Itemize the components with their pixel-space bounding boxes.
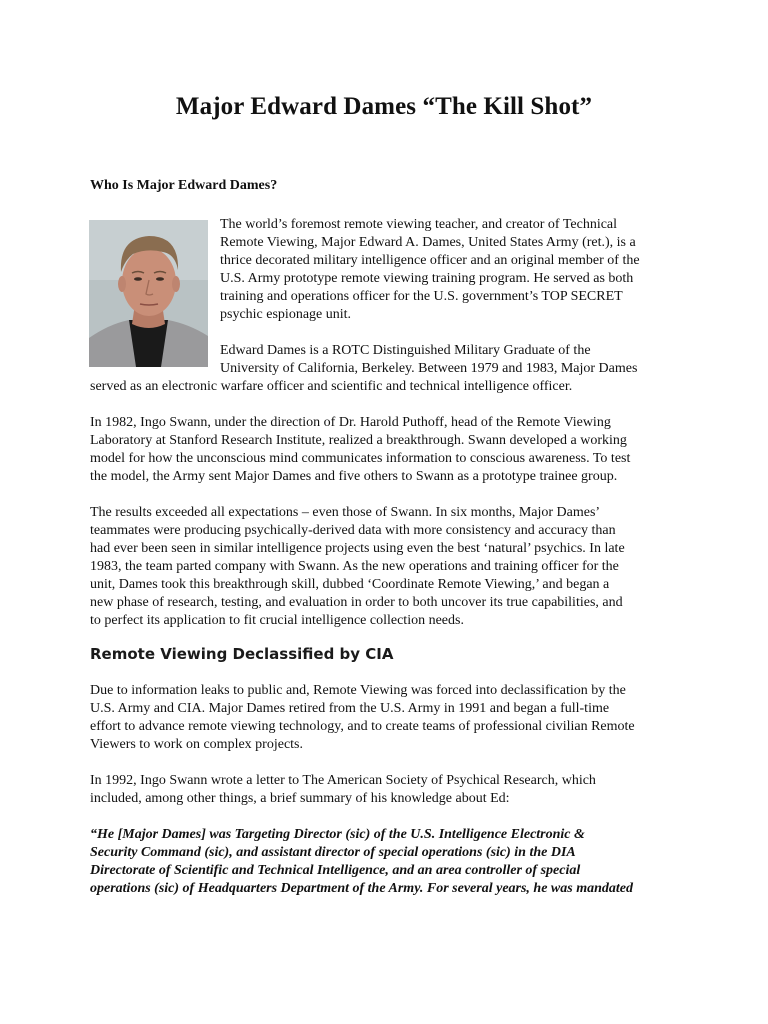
text-line: Laboratory at Stanford Research Institute, realized a breakthrough. Swann developed a working: [90, 433, 627, 448]
history-paragraph: [90, 414, 690, 486]
text-line: Due to information leaks to public and, Remote Viewing was forced into declassification by the: [90, 683, 626, 698]
results-paragraph: [90, 504, 690, 630]
text-line: psychic espionage unit.: [220, 307, 352, 322]
quote-line: Directorate of Scientific and Technical Intelligence, and an area controller of special: [90, 863, 581, 878]
subheading: Remote Viewing Declassified by CIA: [90, 645, 394, 663]
text-line: The results exceeded all expectations – even those of Swann. In six months, Major Dames’: [90, 505, 601, 520]
section-heading: Who Is Major Edward Dames?: [90, 178, 278, 193]
text-line: Remote Viewing, Major Edward A. Dames, United States Army (ret.), is a: [220, 235, 636, 250]
text-line: In 1992, Ingo Swann wrote a letter to The American Society of Psychical Research, which: [90, 773, 596, 788]
text-line: Viewers to work on complex projects.: [90, 737, 303, 752]
quote-line: Security Command (sic), and assistant director of special operations (sic) in the DIA: [90, 845, 576, 860]
text-line: included, among other things, a brief summary of his knowledge about Ed:: [90, 791, 510, 806]
letter-paragraph: [90, 772, 690, 808]
text-line: Edward Dames is a ROTC Distinguished Military Graduate of the: [220, 343, 591, 358]
declassification-paragraph: [90, 682, 690, 754]
quote-line: “He [Major Dames] was Targeting Director (sic) of the U.S. Intelligence Electronic &: [90, 827, 585, 842]
text-line: teammates were producing psychically-derived data with more consistency and accuracy than: [90, 523, 616, 538]
text-line: In 1982, Ingo Swann, under the direction of Dr. Harold Puthoff, head of the Remote Viewing: [90, 415, 611, 430]
education-paragraph: [220, 342, 678, 378]
text-line: University of California, Berkeley. Between 1979 and 1983, Major Dames: [220, 361, 638, 376]
text-line: 1983, the team parted company with Swann. As the new operations and training officer for the: [90, 559, 619, 574]
portrait-photo: [89, 220, 208, 367]
intro-paragraph: [220, 216, 678, 324]
text-line: unit, Dames took this breakthrough skill, dubbed ‘Coordinate Remote Viewing,’ and began a: [90, 577, 610, 592]
text-line: U.S. Army and CIA. Major Dames retired from the U.S. Army in 1991 and began a full-time: [90, 701, 610, 716]
quote-block: [90, 826, 688, 898]
text-line: served as an electronic warfare officer and scientific and technical intelligence officer.: [90, 379, 573, 394]
text-line: new phase of research, testing, and evaluation in order to both uncover its true capabilities, and: [90, 595, 623, 610]
text-line: U.S. Army prototype remote viewing training program. He served as both: [220, 271, 634, 286]
text-line: The world’s foremost remote viewing teacher, and creator of Technical: [220, 217, 618, 232]
text-line: model for how the unconscious mind communicates information to conscious awareness. To test: [90, 451, 631, 466]
text-line: to perfect its application to fit crucial intelligence collection needs.: [90, 613, 464, 628]
text-line: had ever been seen in similar intelligence projects using even the best ‘natural’ psychics. In late: [90, 541, 625, 556]
text-line: training and operations officer for the U.S. government’s TOP SECRET: [220, 289, 623, 304]
education-paragraph-continued: [90, 378, 690, 396]
page-title: Major Edward Dames “The Kill Shot”: [175, 93, 593, 120]
text-line: the model, the Army sent Major Dames and five others to Swann as a prototype trainee group.: [90, 469, 618, 484]
portrait-icon: [89, 220, 208, 367]
text-line: thrice decorated military intelligence officer and an original member of the: [220, 253, 640, 268]
text-line: effort to advance remote viewing technology, and to create teams of professional civilian Remote: [90, 719, 635, 734]
quote-line: operations (sic) of Headquarters Department of the Army. For several years, he was mandated: [90, 881, 633, 896]
